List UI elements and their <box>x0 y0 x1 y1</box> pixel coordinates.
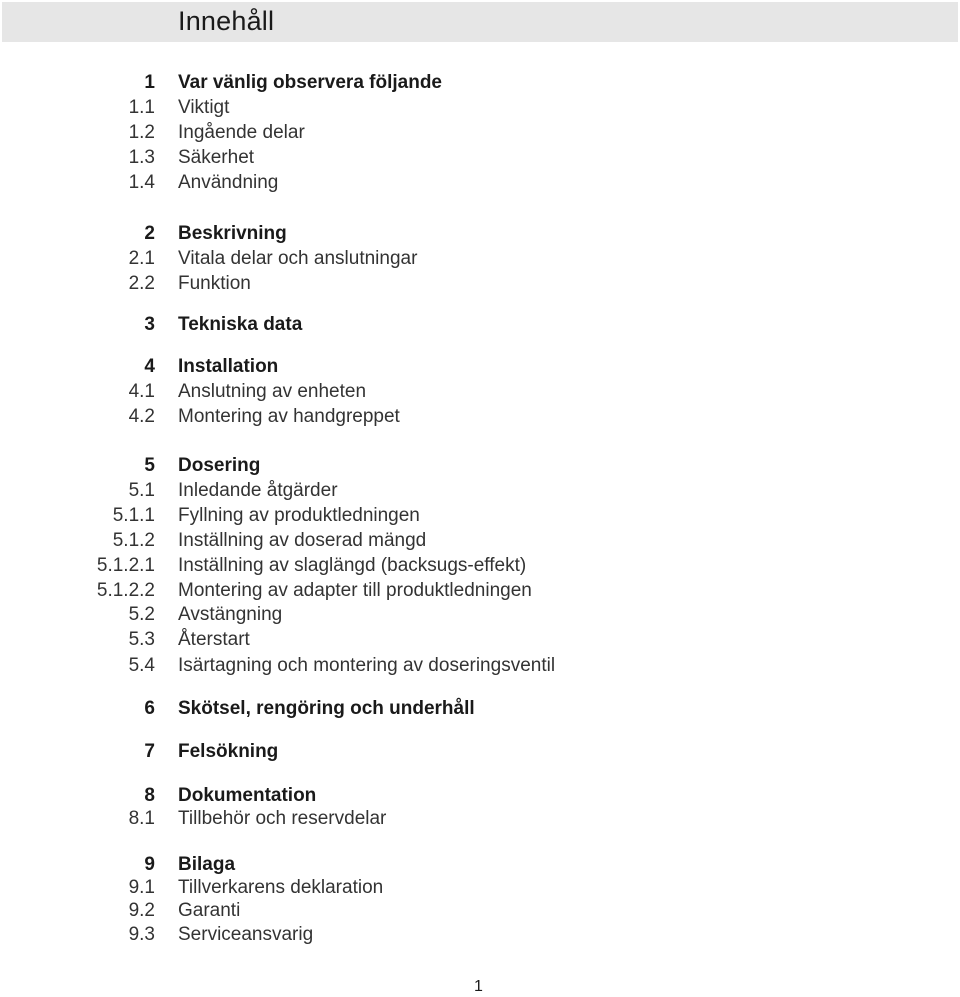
toc-item-number: 4.1 <box>128 381 155 402</box>
toc-item <box>0 71 960 95</box>
toc-item-label: Skötsel, rengöring och underhåll <box>178 698 475 719</box>
toc-item-number: 8 <box>144 785 155 806</box>
toc-item-label: Anslutning av enheten <box>178 381 367 402</box>
toc-item-number: 5.1.2.1 <box>96 555 155 576</box>
toc-item-label: Installation <box>178 356 279 377</box>
toc-item-label: Felsökning <box>178 741 279 762</box>
toc-item <box>0 853 960 877</box>
toc-item-label: Isärtagning och montering av doseringsventil <box>178 655 556 676</box>
toc-item-number: 2.2 <box>128 273 155 294</box>
toc-item-label: Användning <box>178 172 279 193</box>
toc-item-label: Funktion <box>178 273 251 294</box>
toc-item <box>0 146 960 170</box>
toc-item-label: Serviceansvarig <box>178 924 314 945</box>
toc-item <box>0 121 960 145</box>
toc-item-number: 9.1 <box>128 877 155 898</box>
toc-item-label: Montering av adapter till produktledningen <box>178 580 532 601</box>
toc-item <box>0 529 960 553</box>
toc-item-label: Var vänlig observera följande <box>178 72 442 93</box>
toc-item-number: 6 <box>144 698 155 719</box>
toc-item <box>0 807 960 831</box>
toc-item-number: 1 <box>144 72 155 93</box>
toc-item-label: Ingående delar <box>178 122 305 143</box>
toc-item-number: 9.3 <box>128 924 155 945</box>
toc-item <box>0 272 960 296</box>
toc-item <box>0 923 960 947</box>
toc-item-label: Avstängning <box>178 604 283 625</box>
toc-item-number: 1.3 <box>128 147 155 168</box>
toc-item <box>0 697 960 721</box>
toc-item-label: Tillverkarens deklaration <box>178 877 384 898</box>
toc-item-number: 1.1 <box>128 97 155 118</box>
toc-item-label: Tekniska data <box>178 314 303 335</box>
toc-item-label: Säkerhet <box>178 147 255 168</box>
toc-item-label: Viktigt <box>178 97 230 118</box>
page-number: 1 <box>474 978 483 995</box>
toc-item-label: Dosering <box>178 455 261 476</box>
toc-item-label: Inledande åtgärder <box>178 480 338 501</box>
toc-item-number: 5.1.2.2 <box>96 580 155 601</box>
toc-item-number: 5.3 <box>128 629 155 650</box>
toc-item-number: 5.2 <box>128 604 155 625</box>
toc-item-label: Inställning av slaglängd (backsugs-effekt) <box>178 555 527 576</box>
toc-item-label: Montering av handgreppet <box>178 406 400 427</box>
title-bar <box>2 2 958 42</box>
toc-item <box>0 247 960 271</box>
toc-item <box>0 504 960 528</box>
toc-item <box>0 171 960 195</box>
toc-item <box>0 454 960 478</box>
toc-item-number: 5.1 <box>128 480 155 501</box>
toc-item-label: Återstart <box>178 629 250 650</box>
toc-item-label: Garanti <box>178 900 241 921</box>
toc-item-number: 4.2 <box>128 406 155 427</box>
toc-item <box>0 628 960 652</box>
toc-item-number: 5.1.1 <box>112 505 155 526</box>
toc-item-number: 5.1.2 <box>112 530 155 551</box>
toc-item-number: 2 <box>144 223 155 244</box>
toc-item-label: Fyllning av produktledningen <box>178 505 420 526</box>
toc-item <box>0 579 960 603</box>
toc-item-number: 1.4 <box>128 172 155 193</box>
toc-item <box>0 380 960 404</box>
toc-item <box>0 479 960 503</box>
toc-item <box>0 876 960 900</box>
toc-item-label: Vitala delar och anslutningar <box>178 248 418 269</box>
page-title: Innehåll <box>178 6 275 36</box>
toc-item <box>0 784 960 808</box>
toc-item-number: 5 <box>144 455 155 476</box>
toc-item-number: 9 <box>144 854 155 875</box>
toc-item <box>0 654 960 678</box>
toc-item <box>0 355 960 379</box>
toc-item-label: Beskrivning <box>178 223 287 244</box>
toc-item-number: 9.2 <box>128 900 155 921</box>
toc-item-label: Dokumentation <box>178 785 317 806</box>
toc-item <box>0 96 960 120</box>
toc-item <box>0 740 960 764</box>
toc-item-number: 3 <box>144 314 155 335</box>
toc-item <box>0 313 960 337</box>
toc-item-number: 4 <box>144 356 155 377</box>
toc-item-number: 5.4 <box>128 655 155 676</box>
toc-item <box>0 899 960 923</box>
toc-item-number: 2.1 <box>128 248 155 269</box>
toc-item-number: 1.2 <box>128 122 155 143</box>
toc-item-number: 7 <box>144 741 155 762</box>
toc-item <box>0 603 960 627</box>
toc-item <box>0 222 960 246</box>
toc-item-label: Tillbehör och reservdelar <box>178 808 387 829</box>
toc-item-label: Inställning av doserad mängd <box>178 530 427 551</box>
toc-item <box>0 554 960 578</box>
toc-item-label: Bilaga <box>178 854 236 875</box>
toc-item <box>0 405 960 429</box>
toc-item-number: 8.1 <box>128 808 155 829</box>
